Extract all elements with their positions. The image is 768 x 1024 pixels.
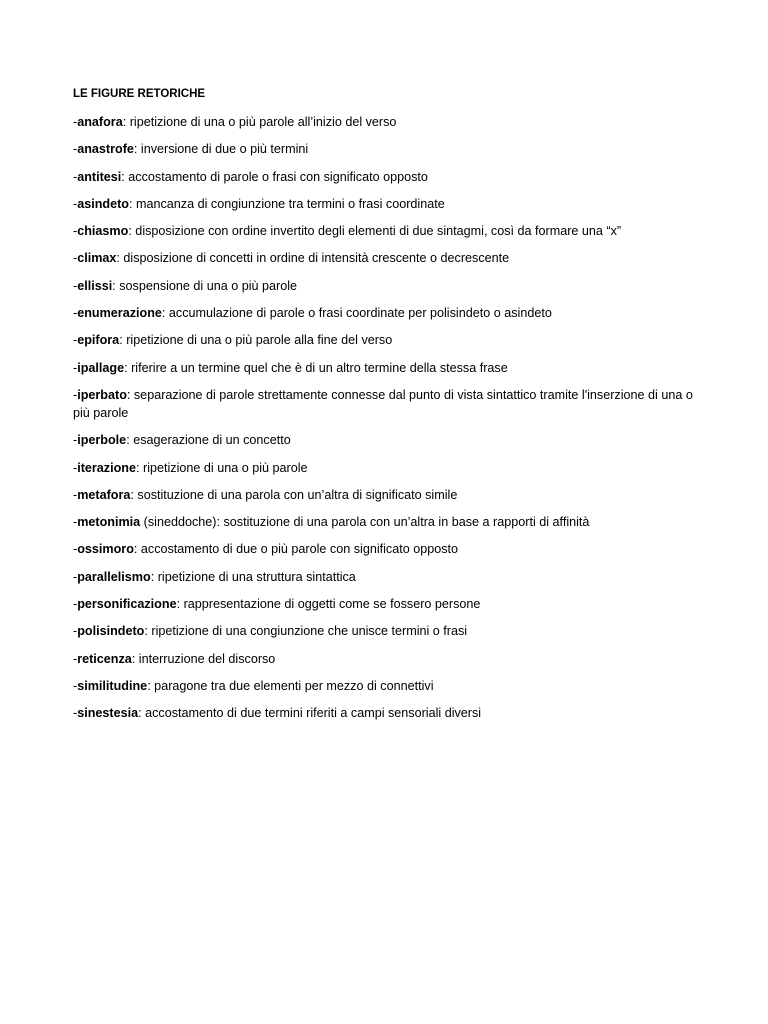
entry-definition: : ripetizione di una o più parole <box>136 460 308 475</box>
list-item <box>73 431 693 449</box>
list-item <box>73 622 693 640</box>
entry-definition: : inversione di due o più termini <box>133 142 309 157</box>
list-item <box>73 650 693 668</box>
list-item <box>73 168 693 186</box>
entry-definition: : interruzione del discorso <box>131 651 276 666</box>
entry-definition: : accumulazione di parole o frasi coordinate per polisindeto o asindeto <box>161 306 552 321</box>
list-item <box>73 459 693 477</box>
entry-dash: - <box>73 251 78 266</box>
list-item <box>73 195 693 213</box>
figures-list <box>73 113 693 722</box>
entry-dash: - <box>73 142 78 157</box>
entry-definition: : accostamento di due o più parole con significato opposto <box>133 542 459 557</box>
entry-dash: - <box>73 115 78 129</box>
entry-term: iterazione <box>77 460 136 475</box>
entry-definition: : ripetizione di una o più parole all’inizio del verso <box>122 115 397 129</box>
entry-dash: - <box>73 278 78 293</box>
entry-dash: - <box>73 624 78 639</box>
entry-dash: - <box>73 196 78 211</box>
entry-definition: : disposizione con ordine invertito degli elementi di due sintagmi, così da formare una “x” <box>128 224 622 239</box>
entry-term-note: (sineddoche) <box>140 515 217 530</box>
entry-term: personificazione <box>77 597 177 612</box>
entry-term: parallelismo <box>77 569 151 584</box>
entry-dash: - <box>73 387 78 402</box>
list-item <box>73 277 693 295</box>
entry-term: metafora <box>77 487 131 502</box>
entry-term: asindeto <box>77 196 129 211</box>
entry-dash: - <box>73 433 78 448</box>
entry-definition: : rappresentazione di oggetti come se fossero persone <box>176 597 481 612</box>
entry-dash: - <box>73 333 78 348</box>
entry-term: ipallage <box>77 360 125 375</box>
entry-dash: - <box>73 597 78 612</box>
list-item <box>73 568 693 586</box>
entry-term: iperbato <box>77 387 127 402</box>
entry-dash: - <box>73 360 78 375</box>
entry-term: enumerazione <box>77 306 162 321</box>
entry-definition: : separazione di parole strettamente connesse dal punto di vista sintattico tramite l'inserzione di una o più parole <box>73 387 693 420</box>
list-item <box>73 677 693 695</box>
entry-term: anastrofe <box>77 142 134 157</box>
entry-term: ellissi <box>77 278 113 293</box>
list-item <box>73 486 693 504</box>
entry-dash: - <box>73 224 78 239</box>
list-item <box>73 140 693 158</box>
entry-definition: : riferire a un termine quel che è di un altro termine della stessa frase <box>124 360 508 375</box>
entry-term: sinestesia <box>77 706 139 721</box>
entry-term: polisindeto <box>77 624 145 639</box>
list-item <box>73 704 693 722</box>
entry-dash: - <box>73 169 78 184</box>
entry-definition: : sospensione di una o più parole <box>112 278 298 293</box>
entry-definition: : ripetizione di una congiunzione che unisce termini o frasi <box>144 624 468 639</box>
entry-definition: : disposizione di concetti in ordine di intensità crescente o decrescente <box>116 251 510 266</box>
entry-definition: : ripetizione di una o più parole alla fine del verso <box>119 333 393 348</box>
entry-definition: : sostituzione di una parola con un’altra di significato simile <box>130 487 458 502</box>
list-item <box>73 113 693 131</box>
entry-dash: - <box>73 460 78 475</box>
entry-dash: - <box>73 569 78 584</box>
entry-dash: - <box>73 515 78 530</box>
entry-term: anafora <box>77 115 123 129</box>
list-item <box>73 359 693 377</box>
entry-dash: - <box>73 651 78 666</box>
entry-term: epifora <box>77 333 120 348</box>
entry-term: iperbole <box>77 433 127 448</box>
entry-definition: : sostituzione di una parola con un’altra in base a rapporti di affinità <box>216 515 590 530</box>
entry-dash: - <box>73 487 78 502</box>
entry-dash: - <box>73 542 78 557</box>
list-item <box>73 222 693 240</box>
entry-definition: : paragone tra due elementi per mezzo di connettivi <box>147 678 434 693</box>
entry-term: ossimoro <box>77 542 134 557</box>
entry-dash: - <box>73 706 78 721</box>
list-item <box>73 513 693 531</box>
entry-term: chiasmo <box>77 224 129 239</box>
list-item <box>73 386 693 422</box>
entry-definition: : esagerazione di un concetto <box>126 433 291 448</box>
entry-definition: : ripetizione di una struttura sintattica <box>150 569 356 584</box>
entry-dash: - <box>73 678 78 693</box>
entry-definition: : accostamento di due termini riferiti a campi sensoriali diversi <box>138 706 482 721</box>
entry-definition: : accostamento di parole o frasi con significato opposto <box>121 169 428 184</box>
document-page <box>73 86 693 732</box>
list-item <box>73 331 693 349</box>
entry-term: metonimia <box>77 515 141 530</box>
document-title: LE FIGURE RETORICHE <box>73 88 206 100</box>
entry-definition: : mancanza di congiunzione tra termini o frasi coordinate <box>129 196 445 211</box>
list-item <box>73 304 693 322</box>
entry-term: climax <box>77 251 117 266</box>
list-item <box>73 540 693 558</box>
entry-term: similitudine <box>77 678 148 693</box>
list-item <box>73 595 693 613</box>
entry-term: antitesi <box>77 169 122 184</box>
entry-dash: - <box>73 306 78 321</box>
list-item <box>73 249 693 267</box>
entry-term: reticenza <box>77 651 132 666</box>
